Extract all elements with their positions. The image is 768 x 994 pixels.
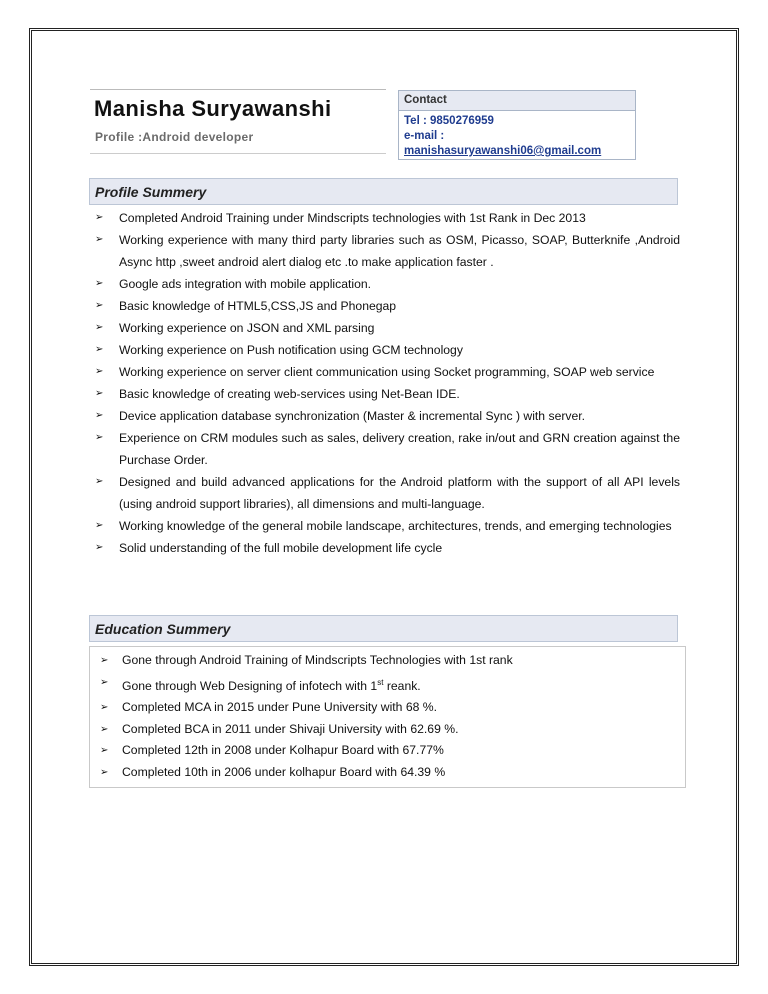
list-item: ➢ Working knowledge of the general mobile landscape, architectures, trends, and emerging technologies	[95, 515, 680, 537]
arrow-bullet-icon: ➢	[95, 542, 104, 553]
list-item: ➢ Working experience on JSON and XML parsing	[95, 317, 680, 339]
list-item: ➢ Completed 12th in 2008 under Kolhapur Board with 67.77%	[100, 740, 513, 762]
list-item: ➢ Working experience on server client communication using Socket programming, SOAP web service	[95, 361, 680, 383]
profile-summary-list	[95, 207, 680, 559]
list-item: ➢ Completed 10th in 2006 under kolhapur Board with 64.39 %	[100, 762, 513, 784]
list-item: ➢ Gone through Web Designing of infotech with 1st reank.	[100, 672, 513, 698]
list-item: ➢ Completed MCA in 2015 under Pune University with 68 %.	[100, 697, 513, 719]
arrow-bullet-icon: ➢	[100, 702, 109, 714]
list-item: ➢ Google ads integration with mobile application.	[95, 273, 680, 295]
arrow-bullet-icon: ➢	[100, 745, 109, 757]
arrow-bullet-icon: ➢	[100, 723, 109, 735]
arrow-bullet-icon: ➢	[95, 234, 104, 245]
list-item: ➢ Working experience with many third party libraries such as OSM, Picasso, SOAP, Butterknife ,Android Async http ,sweet android alert dialog etc .to make application faster .	[95, 229, 680, 273]
arrow-bullet-icon: ➢	[95, 520, 104, 531]
arrow-bullet-icon: ➢	[95, 388, 104, 399]
list-item: ➢ Designed and build advanced applications for the Android platform with the support of all API levels (using android support libraries), all dimensions and multi-language.	[95, 471, 680, 515]
list-item: ➢ Completed BCA in 2011 under Shivaji University with 62.69 %.	[100, 719, 513, 741]
arrow-bullet-icon: ➢	[100, 766, 109, 778]
arrow-bullet-icon: ➢	[95, 322, 104, 333]
profile-title: Profile :Android developer	[95, 130, 254, 144]
list-item: ➢ Solid understanding of the full mobile development life cycle	[95, 537, 680, 559]
arrow-bullet-icon: ➢	[95, 476, 104, 487]
contact-tel: Tel : 9850276959	[404, 115, 494, 127]
candidate-name: Manisha Suryawanshi	[94, 96, 332, 121]
arrow-bullet-icon: ➢	[95, 410, 104, 421]
list-item: ➢ Device application database synchronization (Master & incremental Sync ) with server.	[95, 405, 680, 427]
list-item: ➢ Experience on CRM modules such as sales, delivery creation, rake in/out and GRN creation against the Purchase Order.	[95, 427, 680, 471]
superscript: st	[377, 677, 384, 687]
contact-title: Contact	[399, 91, 635, 111]
arrow-bullet-icon: ➢	[95, 344, 104, 355]
contact-box	[398, 90, 636, 160]
education-summary-header: Education Summery	[89, 615, 678, 642]
arrow-bullet-icon: ➢	[95, 366, 104, 377]
list-item: ➢ Gone through Android Training of Mindscripts Technologies with 1st rank	[100, 650, 513, 672]
list-item: ➢ Basic knowledge of HTML5,CSS,JS and Phonegap	[95, 295, 680, 317]
education-summary-list	[100, 650, 513, 783]
arrow-bullet-icon: ➢	[100, 676, 109, 688]
contact-email-label: e-mail :	[404, 130, 445, 142]
list-item: ➢ Working experience on Push notification using GCM technology	[95, 339, 680, 361]
divider	[90, 153, 386, 154]
arrow-bullet-icon: ➢	[95, 212, 104, 223]
contact-email-link[interactable]: manishasuryawanshi06@gmail.com	[404, 145, 602, 157]
divider	[90, 89, 386, 90]
list-item: ➢ Completed Android Training under Mindscripts technologies with 1st Rank in Dec 2013	[95, 207, 680, 229]
arrow-bullet-icon: ➢	[95, 278, 104, 289]
list-item: ➢ Basic knowledge of creating web-services using Net-Bean IDE.	[95, 383, 680, 405]
arrow-bullet-icon: ➢	[100, 655, 109, 666]
arrow-bullet-icon: ➢	[95, 432, 104, 443]
profile-summary-header: Profile Summery	[89, 178, 678, 205]
arrow-bullet-icon: ➢	[95, 300, 104, 311]
